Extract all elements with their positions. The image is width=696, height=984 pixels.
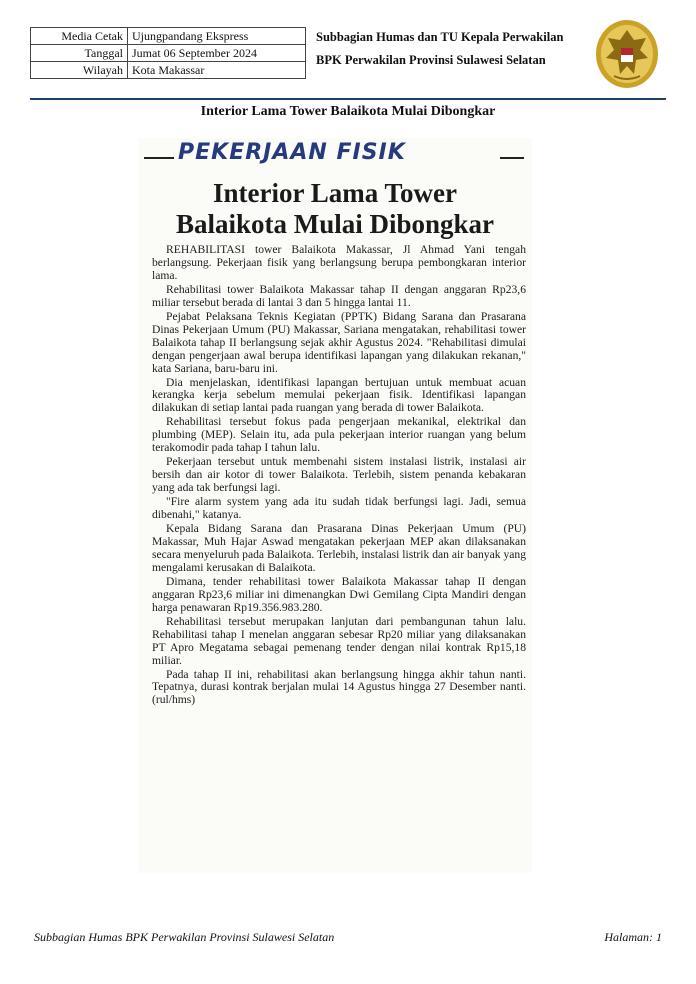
article-body <box>152 244 526 708</box>
rubric-label: PEKERJAAN FISIK <box>178 140 406 165</box>
article-paragraph: Pekerjaan tersebut untuk membenahi sistem instalasi listrik, instalasi air bersih dan air kotor di tower Balaikota. Terlebih, sistem penanda kebakaran yang ada tak berfungsi lagi. <box>152 455 526 495</box>
date-key: Tanggal <box>31 45 128 62</box>
article-paragraph: Pejabat Pelaksana Teknis Kegiatan (PPTK) Bidang Sarana dan Prasarana Dinas Pekerjaan Umum (PU) Makassar, Sariana mengatakan, rehabilitasi tower Balaikota tahap II berlangsung sejak akhir Agustus 2024. "Rehabilitasi dimulai dengan pengerjaan awal berupa identifikasi lapangan yang dilakukan rekanan," kata Sariana, baru-baru ini. <box>152 309 526 375</box>
date-row <box>31 45 306 62</box>
media-key: Media Cetak <box>31 28 128 45</box>
article-paragraph: Kepala Bidang Sarana dan Prasarana Dinas Pekerjaan Umum (PU) Makassar, Muh Hajar Aswad mengatakan pekerjaan MEP akan dilaksanakan secara menyeluruh pada Balaikota. Terlebih, instalasi listrik dan air banyak yang mengalami kerusakan di Balaikota. <box>152 522 526 574</box>
org-line-2: BPK Perwakilan Provinsi Sulawesi Selatan <box>316 53 546 67</box>
news-clipping <box>138 138 532 873</box>
rubric-bar <box>144 140 524 170</box>
article-paragraph: Rehabilitasi tersebut merupakan lanjutan dari pembangunan tahun lalu. Rehabilitasi tahap I menelan anggaran sebesar Rp20 miliar yang dilaksanakan PT Apro Megatama sebagai pemenang tender dengan nilai kontrak Rp15,18 miliar. <box>152 614 526 667</box>
clipping-title-line-1: Interior Lama Tower <box>213 178 457 208</box>
article-paragraph: Dia menjelaskan, identifikasi lapangan bertujuan untuk membuat acuan kerangka kerja sebelum memulai pekerjaan fisik. Identifikasi lapangan dilakukan di setiap lantai pada ruangan yang berada di tower Balaikota. <box>152 375 526 415</box>
date-value: Jumat 06 September 2024 <box>128 45 306 62</box>
article-paragraph: REHABILITASI tower Balaikota Makassar, Jl Ahmad Yani tengah berlangsung. Pekerjaan fisik yang berlangsung berupa pembongkaran interior lama. <box>152 243 526 282</box>
media-info-table <box>30 27 306 79</box>
rubric-line-left <box>144 157 174 159</box>
org-line-1: Subbagian Humas dan TU Kepala Perwakilan <box>316 30 564 44</box>
article-paragraph: Rehabilitasi tower Balaikota Makassar tahap II dengan anggaran Rp23,6 miliar tersebut berada di lantai 3 dan 5 hingga lantai 11. <box>152 282 526 309</box>
clipping-title <box>138 178 532 240</box>
media-value: Ujungpandang Ekspress <box>128 28 306 45</box>
article-paragraph: "Fire alarm system yang ada itu sudah tidak berfungsi lagi. Jadi, semua dibenahi," katanya. <box>152 495 526 522</box>
article-paragraph: Pada tahap II ini, rehabilitasi akan berlangsung hingga akhir tahun nanti. Tepatnya, durasi kontrak berjalan mulai 14 Agustus hingga 27 Desember nanti. (rul/hms) <box>152 667 526 707</box>
article-paragraph: Rehabilitasi tersebut fokus pada pengerjaan mekanikal, elektrikal dan plumbing (MEP). Selain itu, ada pula pekerjaan interior ruangan yang belum terakomodir pada tahap I tahun lalu. <box>152 415 526 455</box>
footer-org: Subbagian Humas BPK Perwakilan Provinsi Sulawesi Selatan <box>34 930 335 944</box>
footer-page-number: Halaman: 1 <box>604 930 662 944</box>
region-value: Kota Makassar <box>128 62 306 79</box>
bpk-emblem-icon <box>594 18 660 90</box>
clipping-title-line-2: Balaikota Mulai Dibongkar <box>175 209 495 239</box>
page-headline: Interior Lama Tower Balaikota Mulai Dibongkar <box>200 104 496 119</box>
media-row <box>31 28 306 45</box>
header-rule <box>30 98 666 100</box>
region-row <box>31 62 306 79</box>
article-paragraph: Dimana, tender rehabilitasi tower Balaikota Makassar tahap II dengan anggaran Rp23,6 miliar ini dimenangkan Dwi Gemilang Cipta Mandiri dengan harga penawaran Rp19.356.983.280. <box>152 574 526 614</box>
rubric-line-right <box>500 157 524 159</box>
region-key: Wilayah <box>31 62 128 79</box>
